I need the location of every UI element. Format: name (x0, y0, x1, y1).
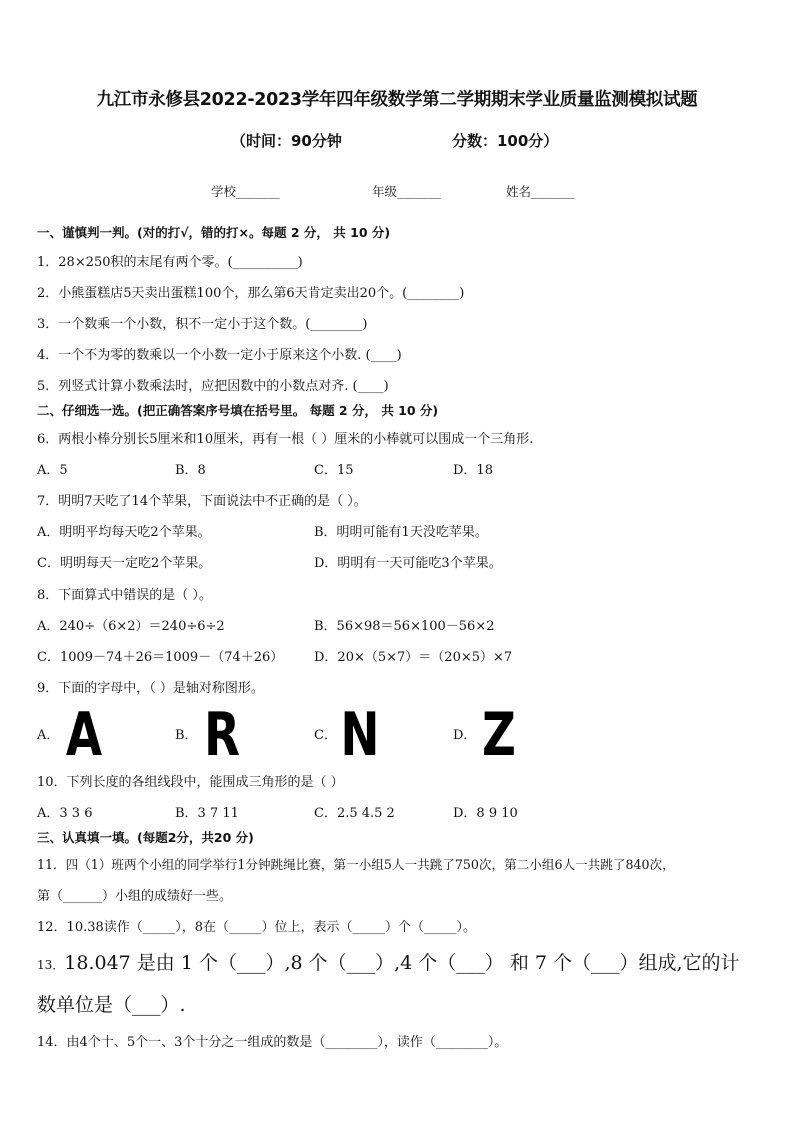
question-14: 14．由4个十、5个一、3个十分之一组成的数是（________），读作（________）。 (37, 1035, 508, 1050)
page-title: 九江市永修县2022-2023学年四年级数学第二学期期末学业质量监测模拟试题 (96, 90, 698, 110)
question-3: 3．一个数乘一个小数，积不一定小于这个数。(________) (37, 317, 368, 332)
q10-option-d: D．8 9 10 (453, 806, 518, 821)
q6-option-a: A．5 (37, 463, 68, 478)
q8-option-a: A．240÷（6×2）＝240÷6÷2 (37, 619, 225, 634)
q7-option-d: D．明明有一天可能吃3个苹果。 (314, 556, 502, 571)
q9-option-c: C． (314, 728, 337, 743)
letter-a-image (64, 702, 104, 758)
letter-r-glyph: R (203, 702, 240, 758)
q6-option-d: D．18 (453, 463, 493, 478)
question-12: 12．10.38读作（_____），8在（_____）位上，表示（_____）个（_____）。 (37, 920, 477, 935)
exam-time: （时间：90分钟 (231, 132, 342, 150)
letter-n-glyph: N (340, 702, 380, 758)
question-13-continued: 数单位是（___）. (37, 994, 186, 1016)
q10-option-b: B．3 7 11 (175, 806, 239, 821)
question-9: 9．下面的字母中，（ ）是轴对称图形。 (37, 681, 264, 696)
q8-option-b: B．56×98＝56×100－56×2 (314, 619, 495, 634)
letter-a-glyph: A (65, 702, 103, 758)
q7-option-c: C．明明每天一定吃2个苹果。 (37, 556, 212, 571)
question-7: 7．明明7天吃了14个苹果，下面说法中不正确的是（ ）。 (37, 494, 367, 509)
q10-option-c: C．2.5 4.5 2 (314, 806, 395, 821)
section-2-title: 二、仔细选一选。(把正确答案序号填在括号里。 每题 2 分， 共 10 分) (37, 403, 439, 418)
question-13 (37, 948, 740, 975)
q9-option-a: A． (37, 728, 60, 743)
question-10: 10．下列长度的各组线段中，能围成三角形的是（ ） (37, 775, 344, 790)
section-3-title: 三、认真填一填。(每题2分，共20 分) (37, 830, 254, 845)
question-11-continued: 第（______）小组的成绩好一些。 (37, 889, 233, 904)
question-13-number: 13． (37, 958, 65, 972)
q8-option-c: C．1009－74＋26＝1009－（74＋26） (37, 650, 284, 665)
exam-score: 分数：100分） (452, 132, 559, 150)
q6-option-b: B．8 (175, 463, 206, 478)
question-5: 5．列竖式计算小数乘法时，应把因数中的小数点对齐. (____) (37, 379, 389, 394)
question-6: 6．两根小棒分别长5厘米和10厘米，再有一根（ ）厘米的小棒就可以围成一个三角形. (37, 432, 534, 447)
school-field: 学校_______ (211, 184, 280, 199)
letter-z-image (479, 702, 519, 758)
grade-field: 年级_______ (372, 184, 441, 199)
question-13-text: 18.047 是由 1 个（___）,8 个（___）,4 个（___） 和 7 个（___）组成,它的计 (64, 952, 740, 974)
question-4: 4．一个不为零的数乘以一个小数一定小于原来这个小数. (____) (37, 348, 402, 363)
question-11: 11．四（1）班两个小组的同学举行1分钟跳绳比赛，第一小组5人一共跳了750次，第二小组6人一共跳了840次， (37, 857, 675, 872)
letter-n-image (340, 702, 380, 758)
q9-option-d: D． (453, 728, 477, 743)
section-1-title: 一、谨慎判一判。(对的打√，错的打×。每题 2 分， 共 10 分) (37, 225, 391, 240)
q7-option-b: B．明明可能有1天没吃苹果。 (314, 525, 488, 540)
letter-r-image (202, 702, 242, 758)
q9-option-b: B． (175, 728, 198, 743)
question-1: 1．28×250积的末尾有两个零。(__________) (37, 255, 303, 270)
question-8: 8．下面算式中错误的是（ ）。 (37, 588, 212, 603)
question-2: 2．小熊蛋糕店5天卖出蛋糕100个，那么第6天肯定卖出20个。(________) (37, 286, 465, 301)
name-field: 姓名_______ (506, 184, 575, 199)
q6-option-c: C．15 (314, 463, 354, 478)
letter-z-glyph: Z (482, 702, 516, 758)
q8-option-d: D．20×（5×7）＝（20×5）×7 (314, 650, 513, 665)
q10-option-a: A．3 3 6 (37, 806, 93, 821)
q7-option-a: A．明明平均每天吃2个苹果。 (37, 525, 211, 540)
